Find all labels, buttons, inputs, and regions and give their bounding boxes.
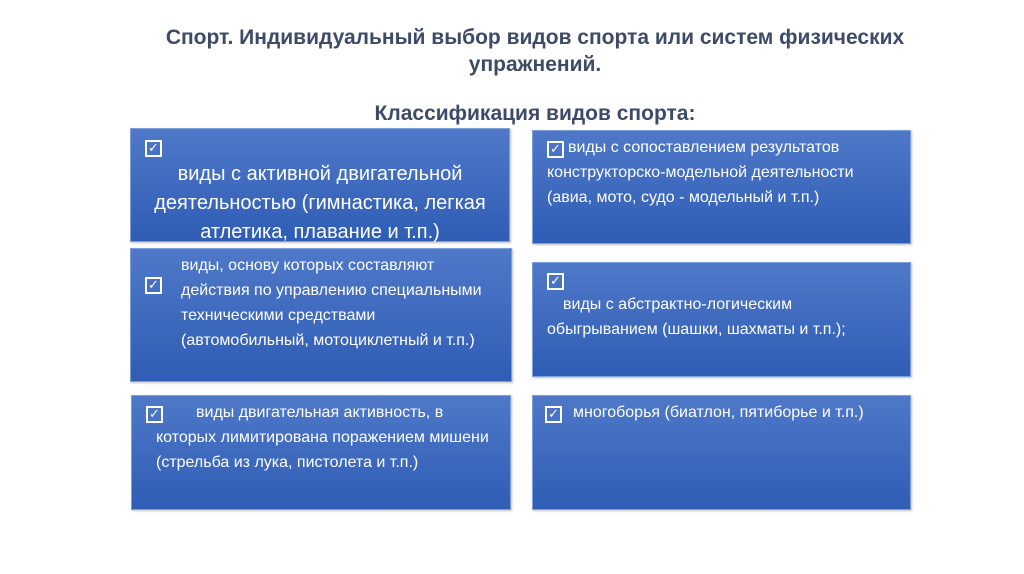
category-box-abstract-logic [532, 262, 911, 377]
slide-title: Спорт. Индивидуальный выбор видов спорта или систем физических упражнений. [165, 26, 905, 76]
category-text: виды с активной двигательной деятельностью (гимнастика, легкая атлетика, плавание и т.п.) [154, 163, 486, 243]
category-text: многоборья (биатлон, пятиборье и т.п.) [573, 404, 864, 421]
checkbox-icon: ✓ [145, 277, 162, 294]
slide-subtitle: Классификация видов спорта: [374, 102, 696, 125]
checkbox-icon: ✓ [547, 141, 564, 158]
category-box-active-motor [130, 128, 510, 242]
checkbox-icon: ✓ [145, 140, 162, 157]
category-box-target-shooting [131, 395, 511, 510]
category-text: виды с абстрактно-логическим обыгрыванием (шашки, шахматы и т.п.); [547, 296, 846, 338]
category-box-technical-means [130, 248, 512, 382]
category-text: виды с сопоставлением результатов конструкторско-модельной деятельности (авиа, мото, судо - модельный и т.п.) [547, 139, 854, 206]
category-text: виды, основу которых составляют действия по управлению специальными техническими средствами (автомобильный, мотоциклетный и т.п.) [181, 257, 482, 349]
category-box-multisport [532, 395, 911, 510]
category-box-model-design [532, 130, 911, 244]
checkbox-icon: ✓ [545, 406, 562, 423]
category-text: виды двигательная активность, в которых лимитирована поражением мишени (стрельба из лука, пистолета и т.п.) [156, 404, 489, 471]
checkbox-icon: ✓ [547, 273, 564, 290]
checkbox-icon: ✓ [146, 406, 163, 423]
